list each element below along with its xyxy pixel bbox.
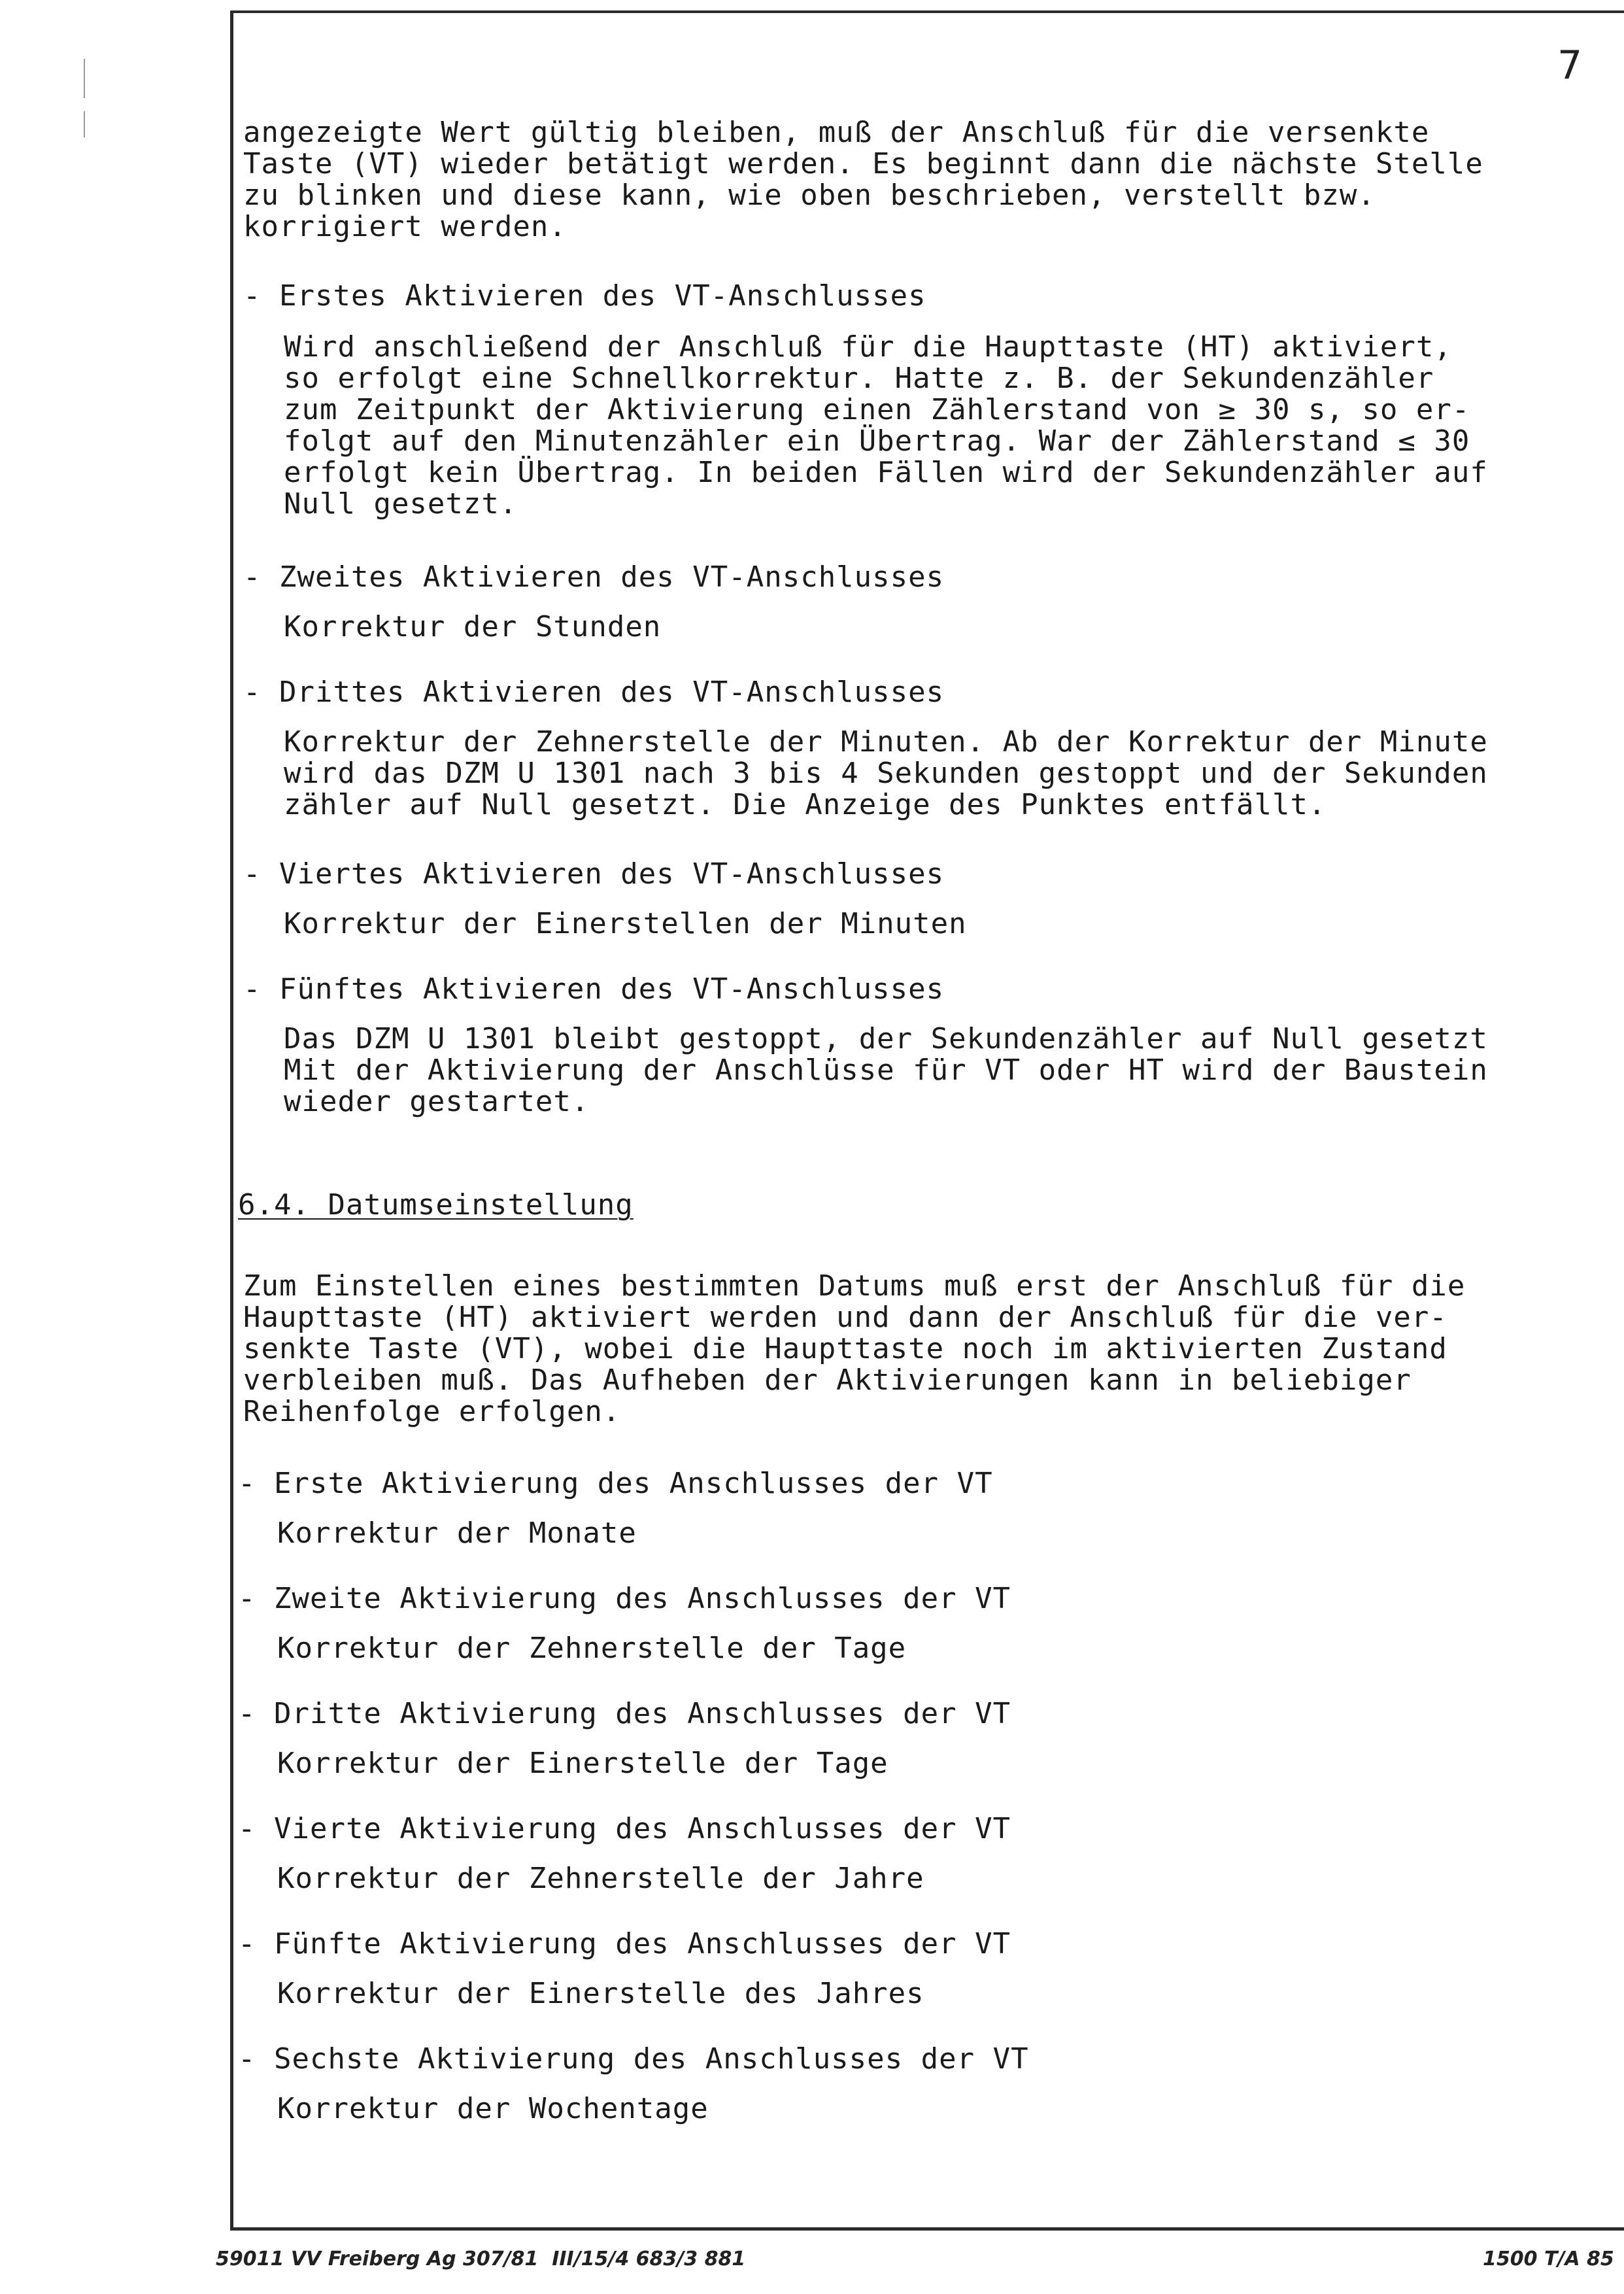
list-item-body: Korrektur der Einerstellen der Minuten [284,907,967,940]
list-item-title: - Erste Aktivierung des Anschlusses der VT [238,1467,993,1500]
section-intro-line: senkte Taste (VT), wobei die Haupttaste noch im aktivierten Zustand [243,1332,1447,1365]
list-item-body: Wird anschließend der Anschluß für die Haupttaste (HT) aktiviert, [284,330,1452,364]
bottom-border-rule [230,2227,1624,2231]
list-item-title: - Fünftes Aktivieren des VT-Anschlusses [243,972,945,1006]
list-item-body: Korrektur der Zehnerstelle der Jahre [277,1862,924,1895]
list-item-body: Mit der Aktivierung der Anschlüsse für VT oder HT wird der Baustein [284,1053,1488,1087]
list-item-body: Korrektur der Einerstelle des Jahres [277,1977,924,2010]
list-item-title: - Dritte Aktivierung des Anschlusses der VT [238,1697,1011,1730]
list-item-title: - Drittes Aktivieren des VT-Anschlusses [243,676,945,709]
list-item-title: - Vierte Aktivierung des Anschlusses der VT [238,1812,1011,1845]
section-intro-line: Zum Einstellen eines bestimmten Datums muß erst der Anschluß für die [243,1269,1466,1303]
list-item-body: folgt auf den Minutenzähler ein Übertrag. War der Zählerstand ≤ 30 [284,424,1470,458]
list-item-title: - Sechste Aktivierung des Anschlusses der VT [238,2042,1029,2076]
list-item-body: so erfolgt eine Schnellkorrektur. Hatte z. B. der Sekundenzähler [284,362,1434,395]
section-intro-line: Haupttaste (HT) aktiviert werden und dann der Anschluß für die ver- [243,1301,1447,1334]
section-heading: 6.4. Datumseinstellung [238,1188,634,1222]
section-intro-line: verbleiben muß. Das Aufheben der Aktivierungen kann in beliebiger [243,1363,1412,1397]
list-item-body: Korrektur der Zehnerstelle der Tage [277,1632,907,1665]
left-border-rule [230,10,233,2229]
intro-line: Taste (VT) wieder betätigt werden. Es beginnt dann die nächste Stelle [243,147,1483,180]
top-border-rule [230,10,1624,13]
footer-print-run: 1500 T/A 85 [1483,2248,1614,2270]
list-item-title: - Zweite Aktivierung des Anschlusses der VT [238,1582,1011,1615]
list-item-body: wieder gestartet. [284,1085,590,1118]
list-item-body: Das DZM U 1301 bleibt gestoppt, der Sekundenzähler auf Null gesetzt [284,1022,1488,1055]
list-item-title: - Fünfte Aktivierung des Anschlusses der VT [238,1927,1011,1960]
list-item-body: Korrektur der Einerstelle der Tage [277,1747,888,1780]
page-number: 7 [1557,43,1583,88]
footer-print-code: 59011 VV Freiberg Ag 307/81 III/15/4 683/3 881 [216,2248,746,2270]
list-item-body: zum Zeitpunkt der Aktivierung einen Zählerstand von ≥ 30 s, so er- [284,393,1470,426]
list-item-title: - Zweites Aktivieren des VT-Anschlusses [243,560,945,594]
intro-line: angezeigte Wert gültig bleiben, muß der Anschluß für die versenkte [243,116,1430,149]
list-item-body: erfolgt kein Übertrag. In beiden Fällen wird der Sekundenzähler auf [284,456,1488,489]
list-item-body: wird das DZM U 1301 nach 3 bis 4 Sekunden gestoppt und der Sekunden [284,757,1488,790]
list-item-body: Korrektur der Zehnerstelle der Minuten. Ab der Korrektur der Minute [284,725,1488,759]
list-item-body: zähler auf Null gesetzt. Die Anzeige des Punktes entfällt. [284,788,1327,821]
list-item-body: Korrektur der Monate [277,1516,637,1550]
section-intro-line: Reihenfolge erfolgen. [243,1395,621,1428]
margin-scan-mark [84,59,85,98]
list-item-body: Korrektur der Wochentage [277,2092,709,2125]
intro-line: korrigiert werden. [243,210,567,243]
list-item-body: Null gesetzt. [284,487,518,521]
intro-line: zu blinken und diese kann, wie oben beschrieben, verstellt bzw. [243,179,1376,212]
list-item-body: Korrektur der Stunden [284,610,662,643]
list-item-title: - Erstes Aktivieren des VT-Anschlusses [243,279,926,313]
margin-scan-mark [84,111,85,137]
list-item-title: - Viertes Aktivieren des VT-Anschlusses [243,857,945,891]
